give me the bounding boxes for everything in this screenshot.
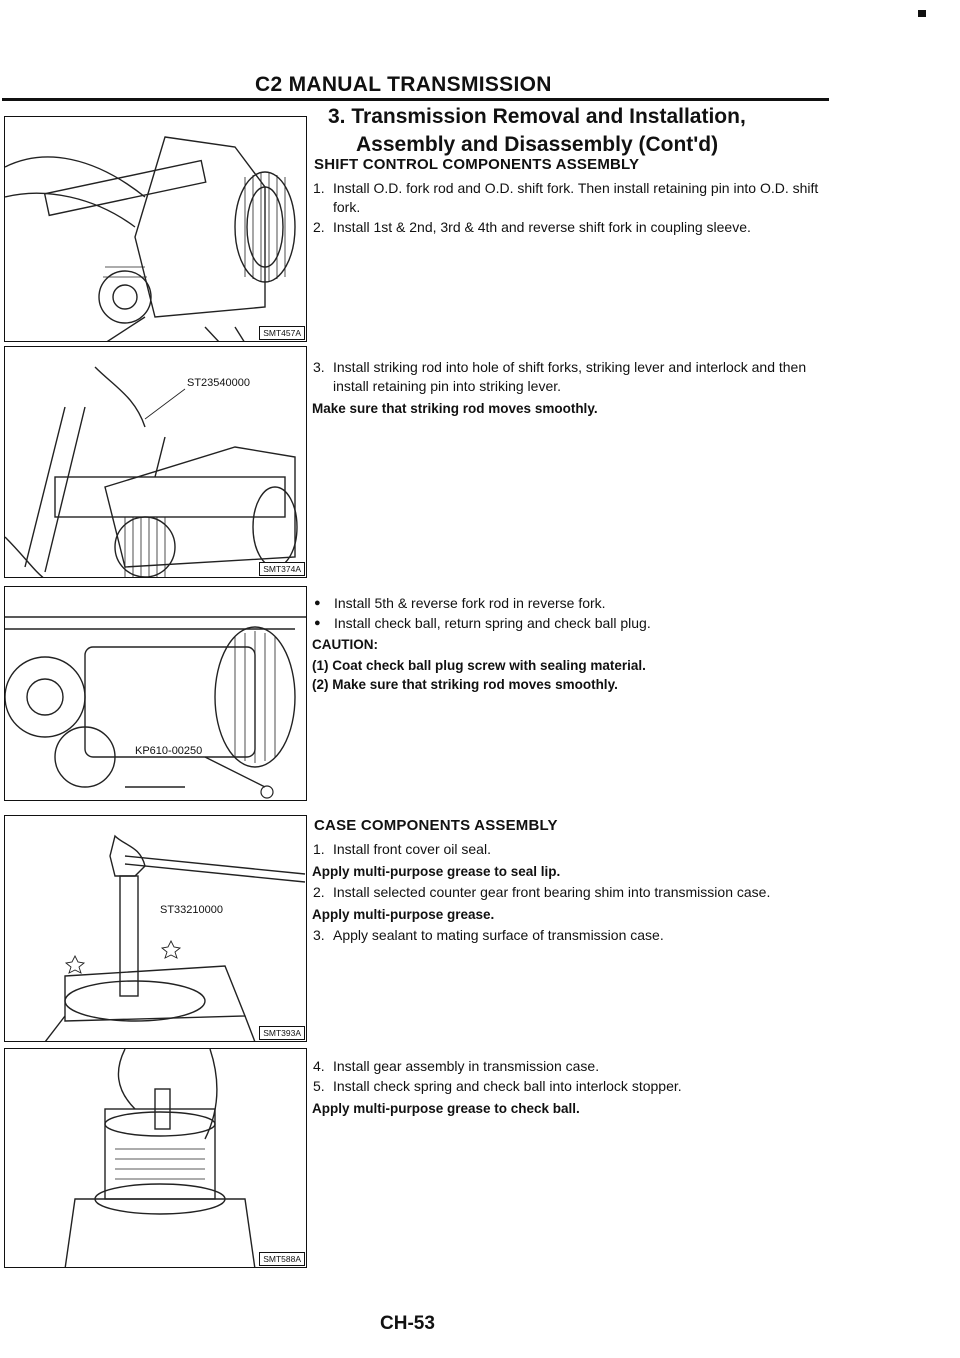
shift-step-2: 2. Install 1st & 2nd, 3rd & 4th and reverse shift fork in coupling sleeve. <box>313 219 751 235</box>
case-note-1: Apply multi-purpose grease to seal lip. <box>312 864 561 879</box>
tool-label-st23540000: ST23540000 <box>187 377 250 389</box>
bullet-item-1: ● Install 5th & reverse fork rod in reverse fork. <box>314 595 606 611</box>
corner-mark <box>918 10 926 17</box>
figure-code-4: SMT393A <box>259 1026 305 1040</box>
bullet-item-2: ● Install check ball, return spring and check ball plug. <box>314 615 651 631</box>
striking-rod-note: Make sure that striking rod moves smoothly. <box>312 401 598 416</box>
case-step-1: 1. Install front cover oil seal. <box>313 841 491 857</box>
section-title-line1: 3. Transmission Removal and Installation, <box>328 105 746 128</box>
shift-control-heading: SHIFT CONTROL COMPONENTS ASSEMBLY <box>314 156 640 173</box>
caution-item-2: (2) Make sure that striking rod moves smoothly. <box>312 677 618 692</box>
figure-illustration-4 <box>5 816 307 1042</box>
page-number: CH-53 <box>380 1313 435 1334</box>
case-step-2: 2. Install selected counter gear front bearing shim into transmission case. <box>313 884 771 900</box>
figure-fork-rod-installation <box>4 116 307 342</box>
shift-step-1: 1. Install O.D. fork rod and O.D. shift fork. Then install retaining pin into O.D. shift fork. <box>313 180 819 215</box>
figure-code-1: SMT457A <box>259 326 305 340</box>
header-rule <box>2 98 829 101</box>
tool-label-kp610-00250: KP610-00250 <box>135 745 203 757</box>
figure-code-2: SMT374A <box>259 562 305 576</box>
case-components-section <box>312 817 832 946</box>
fifth-reverse-section <box>312 593 832 694</box>
figure-striking-rod <box>4 346 307 578</box>
tool-label-st33210000: ST33210000 <box>160 904 223 916</box>
bullet-icon: ● <box>314 617 321 629</box>
figure-front-cover-seal <box>4 815 307 1042</box>
figure-illustration-1 <box>5 117 307 342</box>
page-header-title: C2 MANUAL TRANSMISSION <box>255 73 552 96</box>
gear-assembly-section <box>312 1057 832 1120</box>
striking-rod-section <box>312 358 832 420</box>
figure-illustration-3 <box>5 587 307 801</box>
figure-illustration-5 <box>5 1049 307 1268</box>
case-step-3: 3. Apply sealant to mating surface of transmission case. <box>313 927 664 943</box>
figure-code-5: SMT588A <box>259 1252 305 1266</box>
case-components-heading: CASE COMPONENTS ASSEMBLY <box>314 817 558 834</box>
caution-label: CAUTION: <box>312 637 378 652</box>
caution-item-1: (1) Coat check ball plug screw with sealing material. <box>312 658 646 673</box>
figure-illustration-2 <box>5 347 307 578</box>
gear-step-5: 5. Install check spring and check ball into interlock stopper. <box>313 1078 682 1094</box>
shift-control-section <box>312 156 832 238</box>
section-title <box>328 103 848 159</box>
figure-gear-assembly <box>4 1048 307 1268</box>
section-title-line2: Assembly and Disassembly (Cont'd) <box>356 133 719 156</box>
shift-step-3: 3. Install striking rod into hole of shift forks, striking lever and interlock and then install retaining pin into striking lever. <box>313 359 807 394</box>
case-note-2: Apply multi-purpose grease. <box>312 907 495 922</box>
gear-step-4: 4. Install gear assembly in transmission case. <box>313 1058 600 1074</box>
figure-check-ball-plug <box>4 586 307 801</box>
bullet-icon: ● <box>314 597 321 609</box>
gear-note: Apply multi-purpose grease to check ball. <box>312 1101 580 1116</box>
